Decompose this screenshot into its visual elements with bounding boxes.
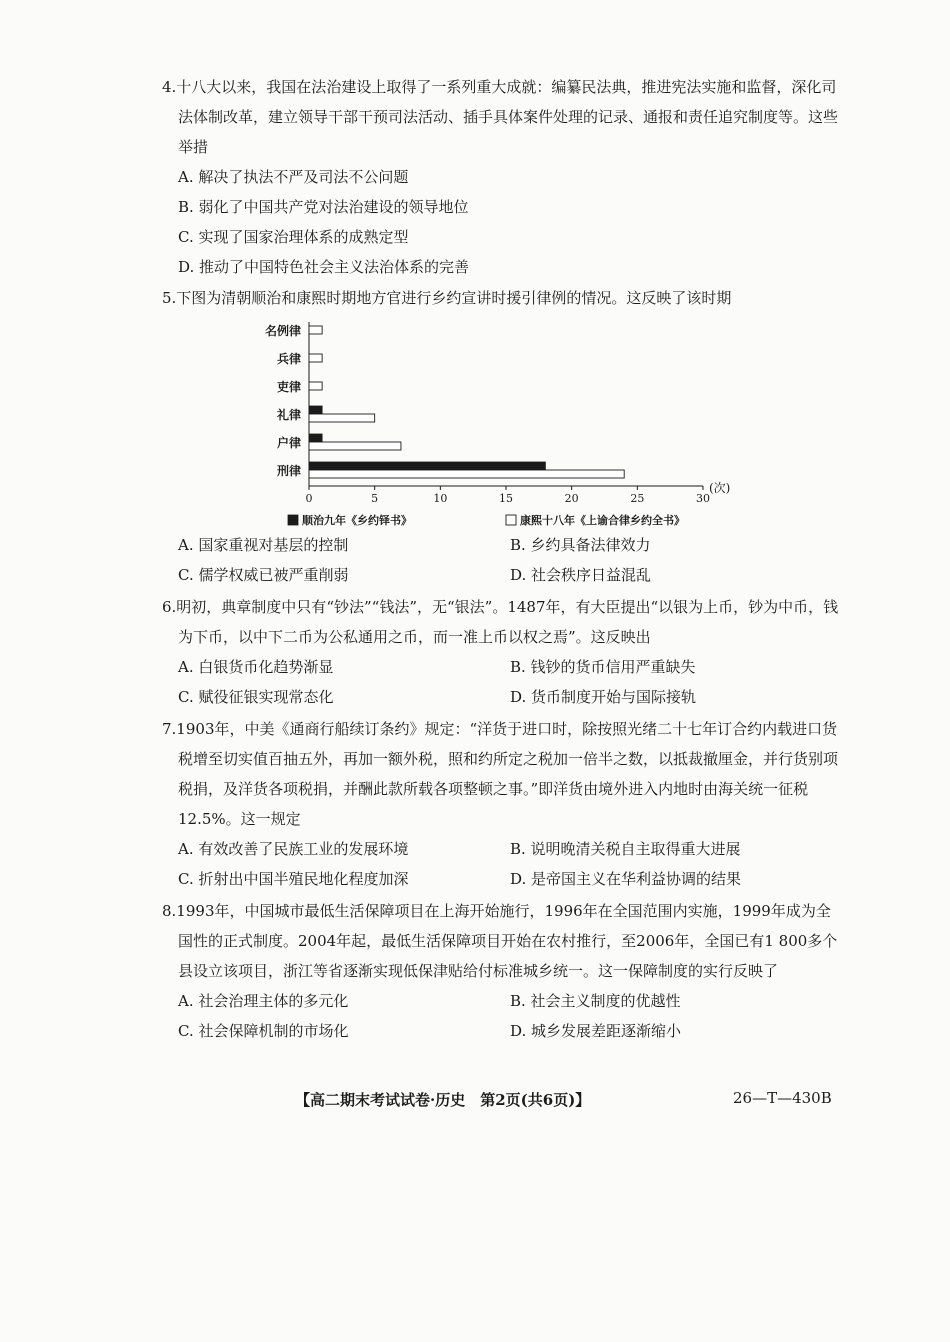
question-4-option-d: D. 推动了中国特色社会主义法治体系的完善 <box>178 258 470 276</box>
question-8-option-c: C. 社会保障机制的市场化 <box>178 1022 349 1040</box>
x-tick-label: 25 <box>630 492 645 505</box>
question-4-option-a: A. 解决了执法不严及司法不公问题 <box>178 168 409 186</box>
bar-kangxi <box>309 442 401 450</box>
question-6-option-d: D. 货币制度开始与国际接轨 <box>510 688 697 706</box>
question-8 <box>162 896 842 1046</box>
question-6-option-b: B. 钱钞的货币信用严重缺失 <box>510 658 696 676</box>
legend-swatch-shunzhi <box>288 515 298 525</box>
bar-kangxi <box>309 414 375 422</box>
bar-shunzhi <box>309 434 322 442</box>
law-citation-bar-chart <box>240 316 760 538</box>
question-6-option-c: C. 赋役征银实现常态化 <box>178 688 334 706</box>
question-7-stem: 7.1903年，中美《通商行船续订条约》规定：“洋货于进口时，除按照光绪二十七年订合约内载进口货税增至切实值百抽五外，再加一额外税，照和约所定之税加一倍半之数，以抵裁撤厘金，并行货别项税捐，及洋货各项税捐，并酬此款所载各项整顿之事。”即洋货由境外进入内地时由海关统一征税12.5%。这一规定 <box>162 720 839 828</box>
footer-title: 【高二期末考试试卷·历史 第2页(共6页)】 <box>295 1091 591 1109</box>
question-7-option-d: D. 是帝国主义在华利益协调的结果 <box>510 870 742 888</box>
bar-shunzhi <box>309 406 322 414</box>
question-4-option-c: C. 实现了国家治理体系的成熟定型 <box>178 228 409 246</box>
question-6 <box>162 592 842 712</box>
bar-kangxi <box>309 326 322 334</box>
chart-bars <box>309 326 624 478</box>
question-5-option-a: A. 国家重视对基层的控制 <box>178 536 349 554</box>
question-8-stem: 8.1993年，中国城市最低生活保障项目在上海开始施行，1996年在全国范围内实施，1999年成为全国性的正式制度。2004年起，最低生活保障项目开始在农村推行，至2006年，全国已有1 800多个县设立该项目，浙江等省逐渐实现低保津贴给付标准城乡统一。这一保障制度的实行反映了 <box>162 902 838 980</box>
question-4 <box>162 72 842 282</box>
x-tick-label: 5 <box>371 492 379 505</box>
chart-labels <box>265 323 730 527</box>
bar-kangxi <box>309 470 624 478</box>
question-4-option-b: B. 弱化了中国共产党对法治建设的领导地位 <box>178 198 469 216</box>
question-7-option-a: A. 有效改善了民族工业的发展环境 <box>178 840 409 858</box>
question-7 <box>162 714 842 894</box>
footer-code: 26—T—430B <box>733 1089 832 1107</box>
question-7-option-c: C. 折射出中国半殖民地化程度加深 <box>178 870 409 888</box>
legend-swatch-kangxi <box>506 515 516 525</box>
x-tick-label: 10 <box>433 492 448 505</box>
question-4-stem: 4.十八大以来，我国在法治建设上取得了一系列重大成就：编纂民法典，推进宪法实施和监督，深化司法体制改革，建立领导干部干预司法活动、插手具体案件处理的记录、通报和责任追究制度等。这些举措 <box>162 78 839 156</box>
category-label: 兵律 <box>276 352 301 366</box>
question-8-option-a: A. 社会治理主体的多元化 <box>178 992 349 1010</box>
x-tick-label: 30 <box>696 492 710 505</box>
category-label: 刑律 <box>276 464 301 478</box>
question-5-stem: 5.下图为清朝顺治和康熙时期地方官进行乡约宣讲时援引律例的情况。这反映了该时期 <box>162 289 732 307</box>
category-label: 名例律 <box>264 324 301 338</box>
category-label: 礼律 <box>276 408 301 422</box>
legend-label-kangxi: 康熙十八年《上谕合律乡约全书》 <box>520 514 685 527</box>
question-5-options <box>162 530 842 590</box>
x-axis-unit-label: (次) <box>709 481 731 495</box>
category-label: 户律 <box>276 436 301 450</box>
question-5-option-d: D. 社会秩序日益混乱 <box>510 566 652 584</box>
question-5 <box>162 283 842 313</box>
question-8-option-d: D. 城乡发展差距逐渐缩小 <box>510 1022 682 1040</box>
bar-shunzhi <box>309 462 545 470</box>
question-8-option-b: B. 社会主义制度的优越性 <box>510 992 681 1010</box>
x-tick-label: 0 <box>305 492 313 505</box>
question-7-option-b: B. 说明晚清关税自主取得重大进展 <box>510 840 741 858</box>
bar-kangxi <box>309 354 322 362</box>
question-6-option-a: A. 白银货币化趋势渐显 <box>178 658 334 676</box>
legend-label-shunzhi: 顺治九年《乡约铎书》 <box>302 514 412 527</box>
x-tick-label: 15 <box>499 492 513 505</box>
x-tick-label: 20 <box>564 492 579 505</box>
question-5-option-c: C. 儒学权威已被严重削弱 <box>178 566 349 584</box>
bar-kangxi <box>309 382 322 390</box>
question-5-option-b: B. 乡约具备法律效力 <box>510 536 651 554</box>
question-6-stem: 6.明初，典章制度中只有“钞法”“钱法”，无“银法”。1487年，有大臣提出“以银为上币，钞为中币，钱为下币，以中下二币为公私通用之币，而一准上币以权之焉”。这反映出 <box>162 598 839 646</box>
category-label: 吏律 <box>276 380 301 394</box>
